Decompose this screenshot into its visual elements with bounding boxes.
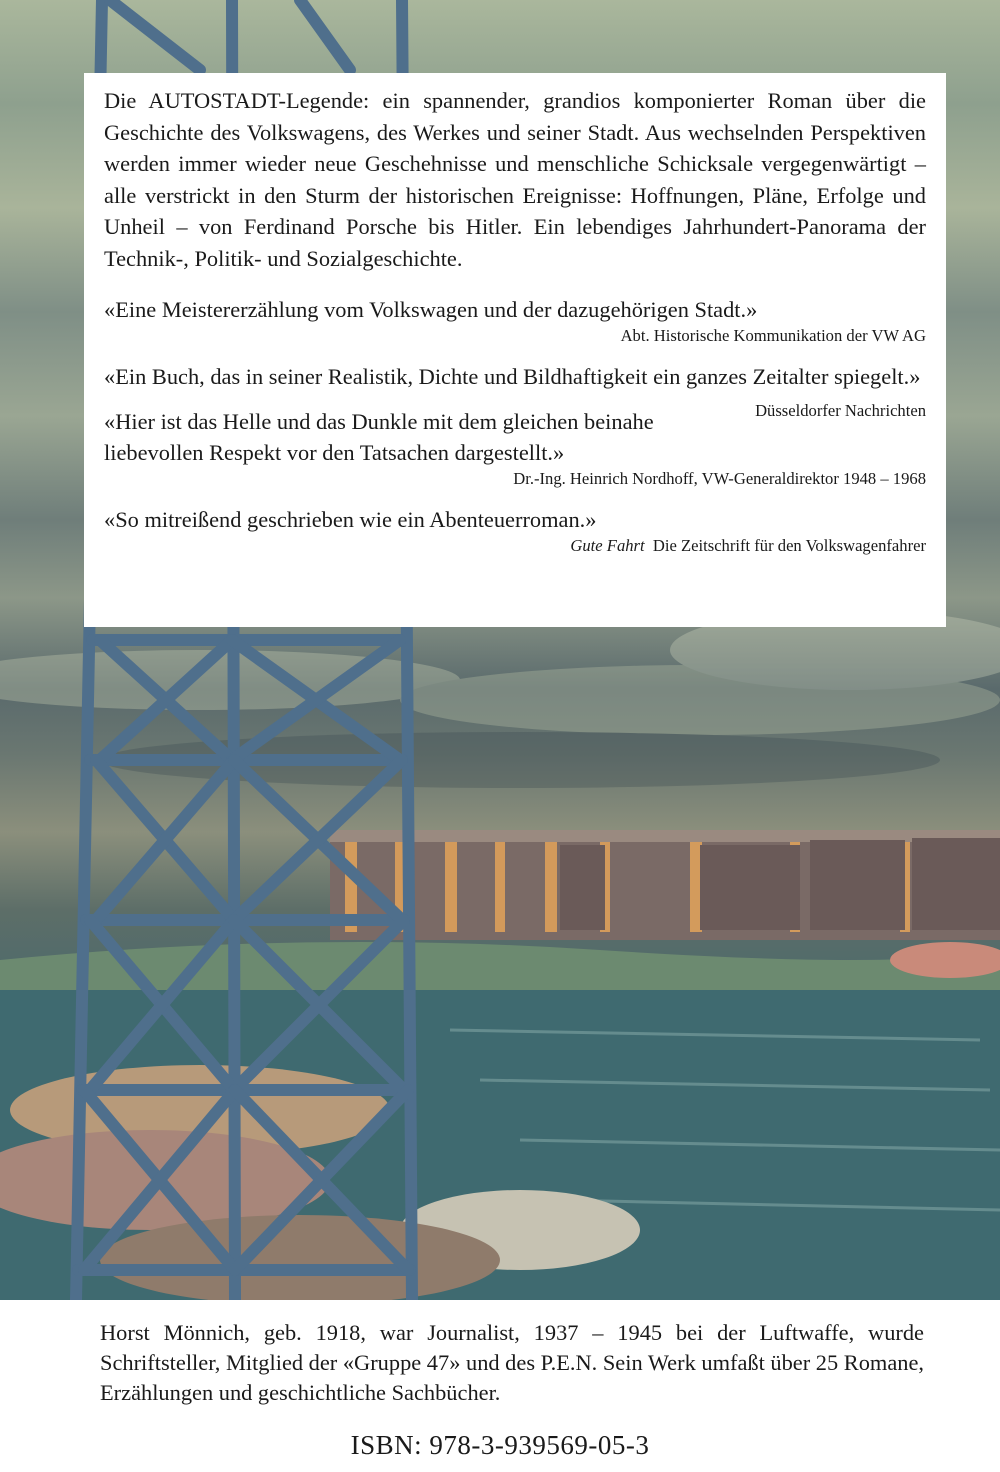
review-source: Dr.-Ing. Heinrich Nordhoff, VW-Generaldirektor 1948 – 1968: [513, 469, 926, 488]
review-quote: «Eine Meistererzählung vom Volkswagen und der dazugehörigen Stadt.»: [104, 297, 758, 322]
review-quote: «So mitreißend geschrieben wie ein Abenteuerroman.»: [104, 507, 597, 532]
review-source-publication: Gute Fahrt: [570, 536, 645, 555]
review-source: Abt. Historische Kommunikation der VW AG: [620, 326, 926, 345]
factory-building: [330, 830, 1000, 940]
review-quote: «Hier ist das Helle und das Dunkle mit dem gleichen beinahe liebevollen Respekt vor den Tatsachen dargestellt.»: [104, 409, 654, 465]
review-source-subtitle: Die Zeitschrift für den Volkswagenfahrer: [652, 536, 926, 555]
review-quote: [104, 361, 926, 420]
review-panel: [84, 73, 946, 627]
review-item: [104, 504, 926, 557]
isbn: ISBN: 978-3-939569-05-3: [350, 1430, 650, 1460]
author-bio: Horst Mönnich, geb. 1918, war Journalist, 1937 – 1945 bei der Luftwaffe, wurde Schriftsteller, Mitglied der «Gruppe 47» und des P.E.N. Sein Werk umfaßt über 25 Romane, Erzählungen und geschichtliche Sachbücher.: [100, 1320, 924, 1405]
review-source: Düsseldorfer Nachrichten: [755, 401, 926, 420]
review-source: [104, 535, 926, 557]
review-quote-text: «Ein Buch, das in seiner Realistik, Dichte und Bildhaftigkeit ein ganzes Zeitalter spiegelt.»: [104, 364, 921, 389]
review-item: [104, 361, 926, 420]
book-blurb: Die AUTOSTADT-Legende: ein spannender, grandios komponierter Roman über die Geschichte des Volkswagens, des Werkes und seiner Stadt. Aus wechselnden Perspektiven werden immer wieder neue Geschehnisse und menschliche Schicksale vergegenwärtigt – alle verstrickt in den Sturm der historischen Ereignisse: Hoffnungen, Pläne, Erfolge und Unheil – von Ferdinand Porsche bis Hitler. Ein lebendiges Jahrhundert-Panorama der Technik-, Politik- und Sozialgeschichte.: [104, 88, 926, 271]
review-item: [104, 294, 926, 347]
